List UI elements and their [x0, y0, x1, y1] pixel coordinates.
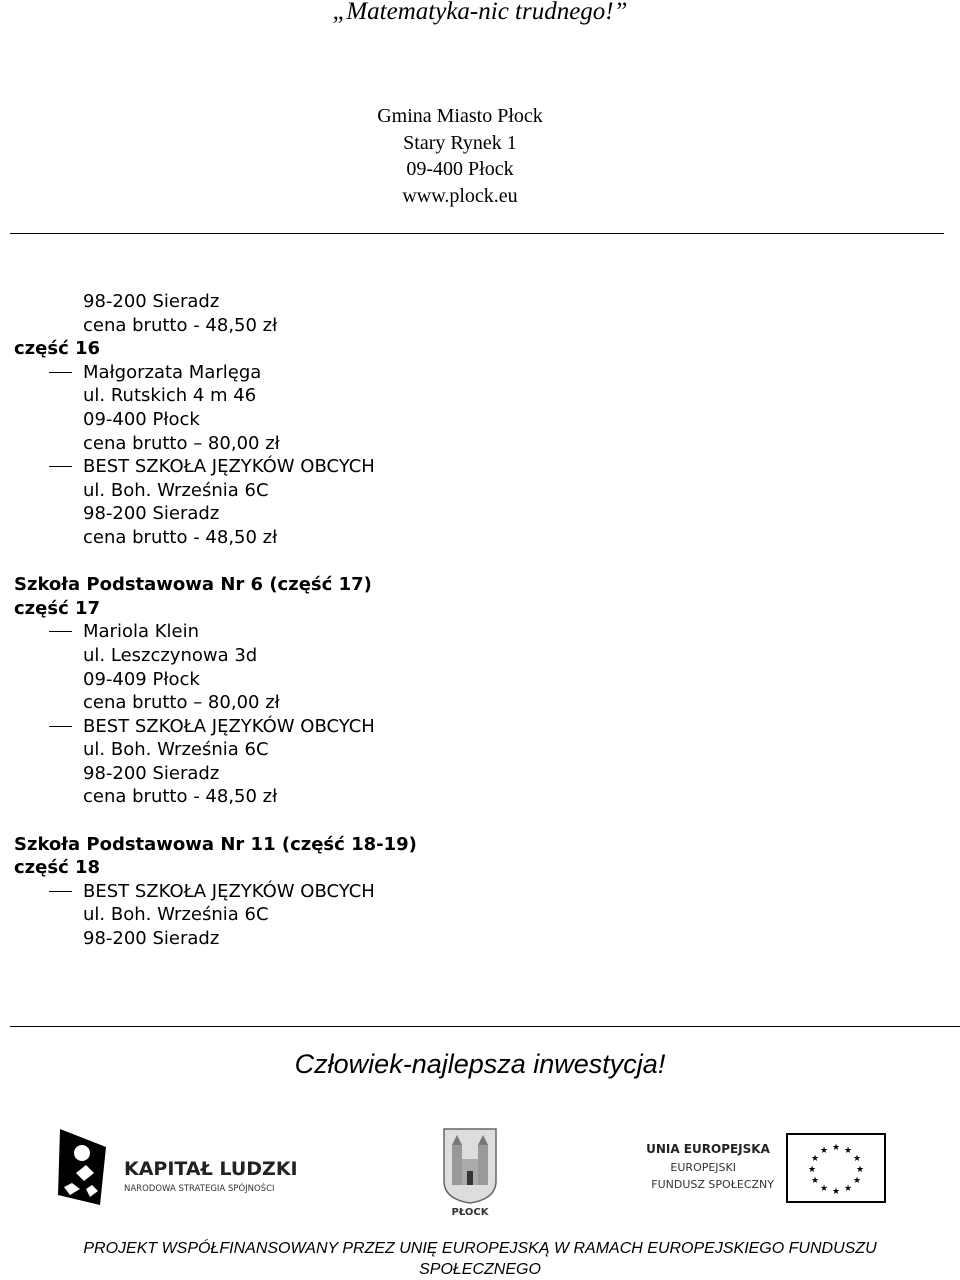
part-heading: część 18 — [14, 857, 101, 879]
text-line: cena brutto - 48,50 zł — [83, 314, 278, 336]
dash-bullet — [49, 372, 72, 373]
svg-text:★: ★ — [855, 1165, 865, 1175]
section-heading: Szkoła Podstawowa Nr 11 (część 18-19) — [14, 833, 417, 855]
project-footer — [0, 1238, 960, 1280]
list-item — [14, 880, 914, 904]
address-link[interactable]: www.plock.eu — [402, 184, 518, 207]
plock-coat-of-arms-icon — [440, 1125, 500, 1217]
ue-line1: EUROPEJSKI — [670, 1161, 736, 1174]
header-divider — [10, 233, 944, 234]
svg-text:★: ★ — [852, 1154, 862, 1164]
text-line: 09-409 Płock — [83, 668, 200, 690]
text-line: 98-200 Sieradz — [83, 503, 220, 525]
address-line: Gmina Miasto Płock — [377, 105, 543, 127]
text-line: ul. Boh. Września 6C — [83, 479, 269, 501]
list-item-text: BEST SZKOŁA JĘZYKÓW OBCYCH — [83, 715, 375, 737]
svg-text:★: ★ — [810, 1176, 820, 1186]
svg-text:★: ★ — [852, 1176, 862, 1186]
svg-text:★: ★ — [819, 1184, 829, 1194]
section-heading: Szkoła Podstawowa Nr 6 (część 17) — [14, 574, 372, 596]
svg-text:★: ★ — [843, 1146, 853, 1156]
svg-text:★: ★ — [810, 1154, 820, 1164]
svg-text:★: ★ — [843, 1184, 853, 1194]
project-line: SPOŁECZNEGO — [419, 1261, 541, 1278]
part-heading: część 17 — [14, 597, 101, 619]
svg-text:★: ★ — [807, 1165, 817, 1175]
text-line: ul. Boh. Września 6C — [83, 739, 269, 761]
address-line: Stary Rynek 1 — [403, 131, 517, 154]
text-line: 98-200 Sieradz — [83, 928, 220, 950]
dash-bullet — [49, 891, 72, 892]
ue-line2: FUNDUSZ SPOŁECZNY — [651, 1178, 774, 1191]
list-item-text: BEST SZKOŁA JĘZYKÓW OBCYCH — [83, 456, 375, 478]
text-line: cena brutto - 48,50 zł — [83, 526, 278, 548]
eu-esf-logo — [638, 1133, 888, 1203]
text-line: cena brutto – 80,00 zł — [83, 432, 280, 454]
text-line: 98-200 Sieradz — [83, 291, 220, 312]
list-item-text: Mariola Klein — [83, 621, 200, 643]
part-heading: część 16 — [14, 338, 101, 360]
svg-text:★: ★ — [831, 1143, 841, 1153]
text-line: cena brutto – 80,00 zł — [83, 692, 280, 714]
kl-emblem-icon — [58, 1129, 106, 1205]
text-line: cena brutto - 48,50 zł — [83, 786, 278, 808]
list-item — [14, 455, 914, 479]
svg-text:★: ★ — [831, 1187, 841, 1197]
list-item-text: BEST SZKOŁA JĘZYKÓW OBCYCH — [83, 880, 375, 902]
ue-title: UNIA EUROPEJSKA — [646, 1142, 770, 1156]
document-body — [14, 290, 914, 951]
list-item — [14, 715, 914, 739]
list-item — [14, 361, 914, 385]
kl-subtitle: NARODOWA STRATEGIA SPÓJNOŚCI — [124, 1184, 275, 1194]
project-line: PROJEKT WSPÓŁFINANSOWANY PRZEZ UNIĘ EUROPEJSKĄ W RAMACH EUROPEJSKIEGO FUNDUSZU — [83, 1240, 877, 1257]
list-item-text: Małgorzata Marlęga — [83, 361, 262, 383]
dash-bullet — [49, 466, 72, 467]
text-line: ul. Boh. Września 6C — [83, 904, 269, 926]
issuer-address — [0, 103, 920, 209]
svg-text:★: ★ — [819, 1146, 829, 1156]
footer-slogan: Człowiek-najlepsza inwestycja! — [294, 1049, 666, 1079]
text-line: 09-400 Płock — [83, 408, 200, 430]
footer-divider — [10, 1026, 960, 1027]
header-motto: „Matematyka-nic trudnego!” — [332, 0, 628, 25]
list-item — [14, 620, 914, 644]
text-line: ul. Leszczynowa 3d — [83, 644, 258, 666]
plock-label: PŁOCK — [451, 1207, 489, 1217]
kl-title: KAPITAŁ LUDZKI — [124, 1158, 298, 1180]
address-line: 09-400 Płock — [406, 158, 514, 180]
kapital-ludzki-logo — [56, 1125, 326, 1211]
dash-bullet — [49, 726, 72, 727]
dash-bullet — [49, 631, 72, 632]
text-line: ul. Rutskich 4 m 46 — [83, 385, 257, 407]
text-line: 98-200 Sieradz — [83, 762, 220, 784]
